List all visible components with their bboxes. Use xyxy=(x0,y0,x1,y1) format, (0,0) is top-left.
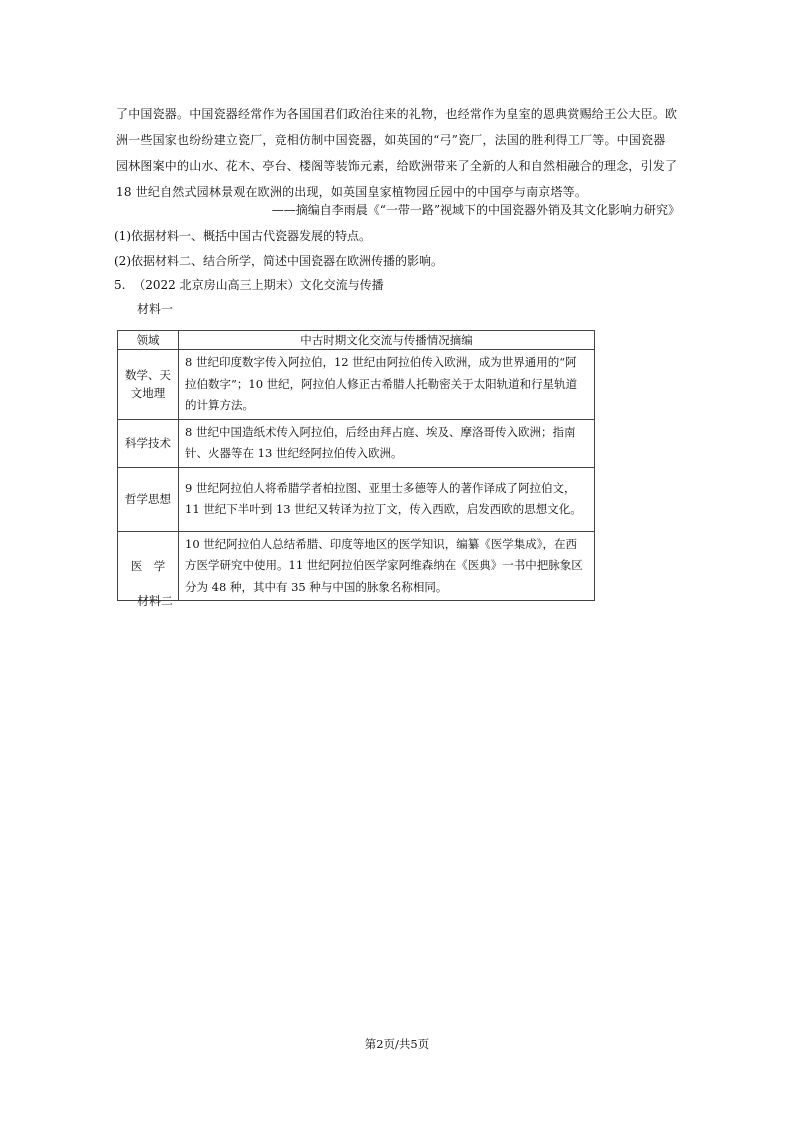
intro-line: 园林图案中的山水、花木、亭台、楼阁等装饰元素，给欧洲带来了全新的人和自然相融合的理念，引发了 xyxy=(116,159,678,173)
material-1-label: 材料一 xyxy=(137,302,174,316)
page-footer: 第2页/共5页 xyxy=(364,1037,430,1051)
question-2: (2)依据材料二、结合所学，简述中国瓷器在欧洲传播的影响。 xyxy=(114,254,444,268)
table-header-cell: 中古时期文化交流与传播情况摘编 xyxy=(179,331,595,350)
source-attribution: ——摘编自李雨晨《“一带一路”视域下的中国瓷器外销及其文化影响力研究》 xyxy=(271,203,680,217)
table-row xyxy=(118,467,595,531)
table-area-cell: 科学技术 xyxy=(118,419,179,467)
table-header-cell: 领域 xyxy=(118,331,179,350)
question-1: (1)依据材料一、概括中国古代瓷器发展的特点。 xyxy=(114,229,371,243)
table-area-cell: 医 学 xyxy=(118,531,179,601)
table-content-cell: 8 世纪印度数字传入阿拉伯，12 世纪由阿拉伯传入欧洲，成为世界通用的“阿拉伯数字”；10 世纪，阿拉伯人修正古希腊人托勒密关于太阳轨道和行星轨道的计算方法。 xyxy=(179,350,595,420)
table-content-cell: 8 世纪中国造纸术传入阿拉伯，后经由拜占庭、埃及、摩洛哥传入欧洲；指南针、火器等在 13 世纪经阿拉伯传入欧洲。 xyxy=(179,419,595,467)
exchange-table xyxy=(117,330,595,601)
question-title: （2022 北京房山高三上期末）文化交流与传播 xyxy=(133,278,384,292)
table-row xyxy=(118,531,595,601)
intro-line: 洲一些国家也纷纷建立瓷厂，竞相仿制中国瓷器，如英国的“弓”瓷厂，法国的胜利得工厂等。中国瓷器 xyxy=(116,133,666,147)
table-content-cell: 9 世纪阿拉伯人将希腊学者柏拉图、亚里士多德等人的著作译成了阿拉伯文，11 世纪下半叶到 13 世纪又转译为拉丁文，传入西欧，启发西欧的思想文化。 xyxy=(179,467,595,531)
intro-paragraph xyxy=(116,101,680,205)
intro-line: 18 世纪自然式园林景观在欧洲的出现，如英国皇家植物园丘园中的中国亭与南京塔等。 xyxy=(116,185,588,199)
table-area-cell: 数学、天文地理 xyxy=(118,350,179,420)
table-area-cell: 哲学思想 xyxy=(118,467,179,531)
table-content-cell: 10 世纪阿拉伯人总结希腊、印度等地区的医学知识，编纂《医学集成》，在西方医学研究中使用。11 世纪阿拉伯医学家阿维森纳在《医典》一书中把脉象区分为 48 种，其中有 35 种与中国的脉象名称相同。 xyxy=(179,531,595,601)
table-header-row xyxy=(118,331,595,350)
material-2-label: 材料二 xyxy=(137,594,174,608)
question-number: 5. xyxy=(114,278,126,292)
question-5-heading xyxy=(114,276,384,293)
intro-line: 了中国瓷器。中国瓷器经常作为各国国君们政治往来的礼物，也经常作为皇室的恩典赏赐给王公大臣。欧 xyxy=(116,107,678,121)
table-row xyxy=(118,350,595,420)
table-row xyxy=(118,419,595,467)
